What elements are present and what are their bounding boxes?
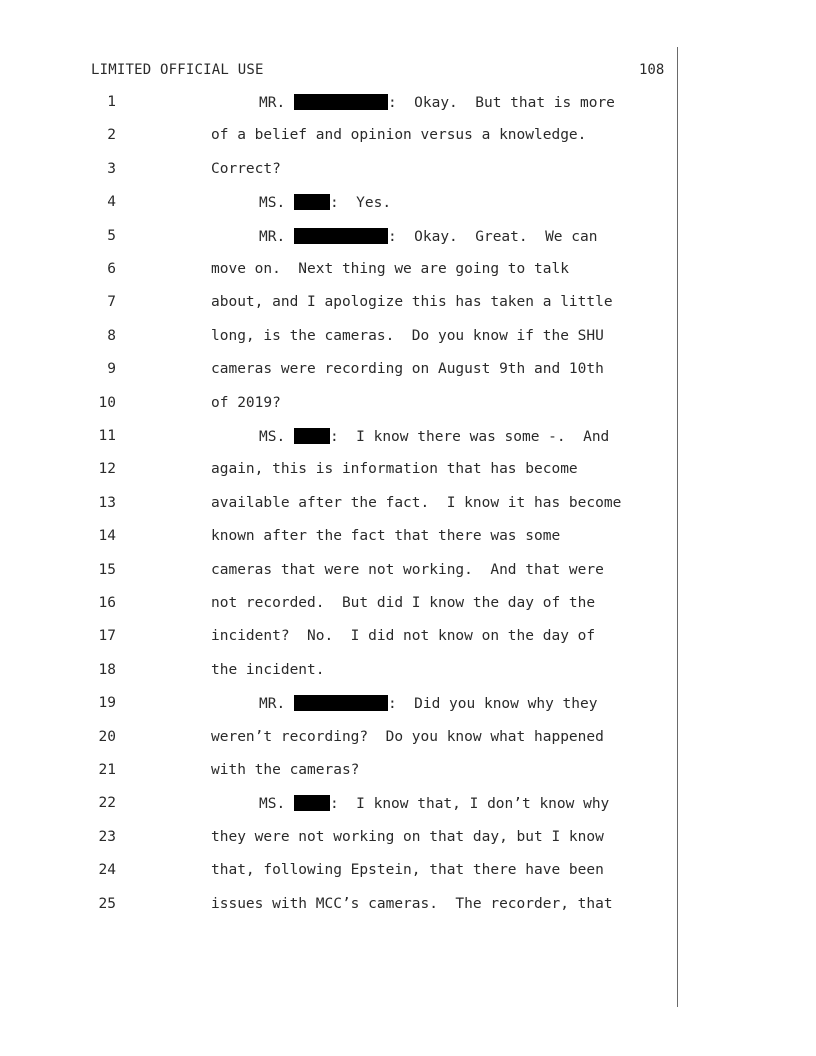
speaker-prefix: MS. [259,796,286,812]
speech-text: : Did you know why they [387,696,598,712]
line-number: 8 [107,328,116,344]
line-text: move on. Next thing we are going to talk [211,261,569,277]
line-number: 19 [98,695,116,711]
transcript-line [0,829,816,853]
line-text: available after the fact. I know it has become [211,495,622,511]
line-number: 5 [107,228,116,244]
transcript-line [0,662,816,686]
transcript-line [0,261,816,285]
speech-text: : Okay. But that is more [387,95,615,111]
line-number: 4 [107,194,116,210]
line-text [259,428,609,445]
line-text: Correct? [211,161,281,177]
transcript-line [0,562,816,586]
line-number: 15 [98,562,116,578]
speaker-prefix: MS. [259,429,286,445]
line-text: they were not working on that day, but I know [211,829,604,845]
line-number: 14 [98,528,116,544]
transcript-line [0,294,816,318]
line-number: 2 [107,127,116,143]
speech-text: : I know that, I don’t know why [329,796,610,812]
classification-header: LIMITED OFFICIAL USE [91,62,264,78]
transcript-line [0,862,816,886]
line-number: 17 [98,628,116,644]
line-text: weren’t recording? Do you know what happened [211,729,604,745]
transcript-line [0,228,816,252]
line-number: 10 [98,395,116,411]
transcript-line [0,795,816,819]
transcript-line [0,428,816,452]
line-text: about, and I apologize this has taken a little [211,294,613,310]
transcript-line [0,595,816,619]
line-text [259,194,391,211]
line-text [259,228,597,245]
transcript-line [0,395,816,419]
line-text: with the cameras? [211,762,360,778]
line-text: cameras that were not working. And that were [211,562,604,578]
line-number: 9 [107,361,116,377]
line-number: 3 [107,161,116,177]
redaction-block [294,795,330,811]
speaker-prefix: MS. [259,195,286,211]
line-text [259,94,615,111]
redaction-block [294,94,388,110]
line-number: 7 [107,294,116,310]
line-number: 1 [107,94,116,110]
line-text [259,795,609,812]
line-number: 22 [98,795,116,811]
line-text: cameras were recording on August 9th and 10th [211,361,604,377]
redaction-block [294,695,388,711]
line-text: again, this is information that has become [211,461,578,477]
line-number: 23 [98,829,116,845]
line-number: 25 [98,896,116,912]
redaction-block [294,428,330,444]
line-text: of 2019? [211,395,281,411]
transcript-line [0,328,816,352]
line-number: 20 [98,729,116,745]
line-text: issues with MCC’s cameras. The recorder, that [211,896,613,912]
speech-text: : Okay. Great. We can [387,229,598,245]
line-text: long, is the cameras. Do you know if the SHU [211,328,604,344]
line-text: that, following Epstein, that there have been [211,862,604,878]
transcript-line [0,461,816,485]
transcript-line [0,495,816,519]
transcript-line [0,729,816,753]
transcript-line [0,628,816,652]
transcript-line [0,762,816,786]
speaker-prefix: MR. [259,95,286,111]
line-number: 12 [98,461,116,477]
line-number: 11 [98,428,116,444]
line-text [259,695,597,712]
transcript-line [0,127,816,151]
speaker-prefix: MR. [259,229,286,245]
line-text: of a belief and opinion versus a knowledge. [211,127,587,143]
redaction-block [294,228,388,244]
speech-text: : Yes. [329,195,392,211]
transcript-line [0,94,816,118]
line-text: not recorded. But did I know the day of the [211,595,596,611]
speech-text: : I know there was some -. And [329,429,610,445]
line-number: 24 [98,862,116,878]
line-number: 18 [98,662,116,678]
line-text: known after the fact that there was some [211,528,561,544]
line-text: the incident. [211,662,325,678]
transcript-line [0,695,816,719]
transcript-line [0,194,816,218]
line-number: 6 [107,261,116,277]
transcript-line [0,361,816,385]
redaction-block [294,194,330,210]
transcript-line [0,528,816,552]
transcript-line [0,896,816,920]
line-number: 13 [98,495,116,511]
page-number: 108 [639,62,665,78]
speaker-prefix: MR. [259,696,286,712]
line-text: incident? No. I did not know on the day of [211,628,596,644]
transcript-line [0,161,816,185]
line-number: 21 [98,762,116,778]
line-number: 16 [98,595,116,611]
